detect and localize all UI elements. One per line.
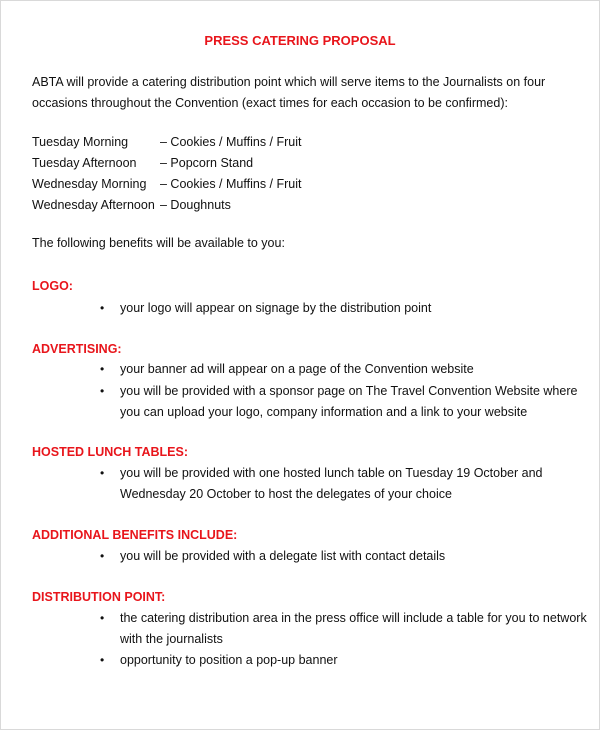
bullet-icon: • bbox=[100, 362, 105, 376]
bullet-text: your logo will appear on signage by the distribution point bbox=[120, 301, 432, 315]
schedule-row bbox=[32, 132, 432, 153]
bullet-text: your banner ad will appear on a page of the Convention website bbox=[120, 362, 474, 376]
schedule-item: – Cookies / Muffins / Fruit bbox=[160, 135, 302, 149]
bullet-item bbox=[100, 359, 590, 380]
bullet-item bbox=[100, 608, 590, 650]
schedule-day: Tuesday Morning bbox=[32, 135, 129, 149]
bullet-text: you will be provided with a sponsor page on The Travel Convention Website where you can upload your logo, company information and a link to your website bbox=[120, 384, 578, 419]
benefits-lead: The following benefits will be available to you: bbox=[32, 236, 285, 250]
bullet-icon: • bbox=[100, 384, 105, 398]
section-heading-additional-benefits: ADDITIONAL BENEFITS INCLUDE: bbox=[32, 528, 238, 542]
section-heading-distribution-point: DISTRIBUTION POINT: bbox=[32, 590, 166, 604]
section-heading-logo: LOGO: bbox=[32, 279, 73, 293]
schedule-row bbox=[32, 195, 432, 216]
catering-schedule bbox=[32, 132, 432, 216]
schedule-item: – Popcorn Stand bbox=[160, 156, 254, 170]
schedule-row bbox=[32, 153, 432, 174]
bullet-item bbox=[100, 298, 590, 319]
schedule-day: Tuesday Afternoon bbox=[32, 156, 137, 170]
bullet-item bbox=[100, 546, 590, 567]
section-heading-hosted-lunch-tables: HOSTED LUNCH TABLES: bbox=[32, 445, 189, 459]
bullet-text: you will be provided with one hosted lunch table on Tuesday 19 October and Wednesday 20 October to host the delegates of your choice bbox=[120, 466, 543, 501]
schedule-item: – Doughnuts bbox=[160, 198, 231, 212]
document-title: PRESS CATERING PROPOSAL bbox=[204, 33, 396, 48]
schedule-day: Wednesday Morning bbox=[32, 177, 147, 191]
bullet-text: you will be provided with a delegate list with contact details bbox=[120, 549, 446, 563]
section-heading-advertising: ADVERTISING: bbox=[32, 342, 122, 356]
bullet-item bbox=[100, 463, 590, 505]
intro-paragraph: ABTA will provide a catering distribution point which will serve items to the Journalists on four occasions throughout the Convention (exact times for each occasion to be confirmed): bbox=[32, 75, 546, 110]
bullet-text: opportunity to position a pop-up banner bbox=[120, 653, 338, 667]
schedule-item: – Cookies / Muffins / Fruit bbox=[160, 177, 302, 191]
bullet-text: the catering distribution area in the press office will include a table for you to network with the journalists bbox=[120, 611, 587, 646]
bullet-icon: • bbox=[100, 611, 105, 625]
schedule-day: Wednesday Afternoon bbox=[32, 198, 155, 212]
bullet-item bbox=[100, 650, 590, 671]
bullet-icon: • bbox=[100, 549, 105, 563]
bullet-icon: • bbox=[100, 653, 105, 667]
bullet-icon: • bbox=[100, 301, 105, 315]
bullet-item bbox=[100, 381, 590, 423]
bullet-icon: • bbox=[100, 466, 105, 480]
schedule-row bbox=[32, 174, 432, 195]
